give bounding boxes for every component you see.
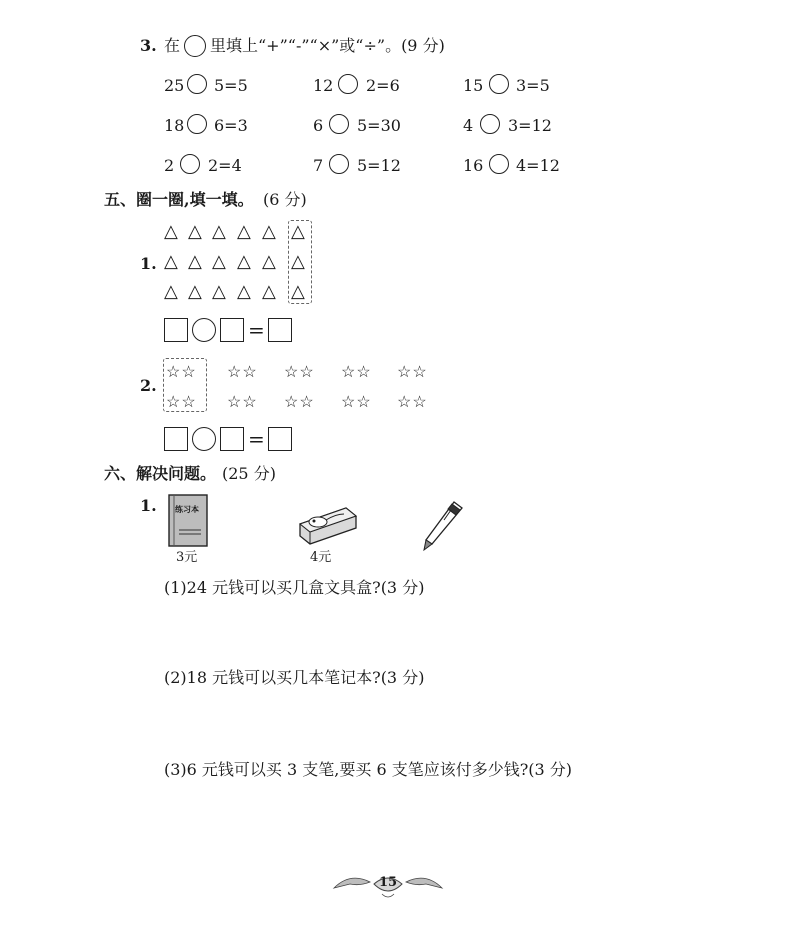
q3-r1c2-left: 12 [313,76,334,95]
s5-q2-operator-circle[interactable] [192,427,216,451]
s5-q1-number: 1. [140,254,157,273]
triangle-r3-c2: △ [188,281,202,302]
q3-r1c3-circle[interactable] [489,74,509,94]
pencil-case-icon [296,500,360,546]
star-pair-r1-c5: ☆☆ [397,362,428,381]
triangle-r1-c1: △ [164,221,178,242]
triangle-r2-c5: △ [262,251,276,272]
s5-q2-box-2[interactable] [220,427,244,451]
star-pair-r2-c5: ☆☆ [397,392,428,411]
q3-r2c1-circle[interactable] [187,114,207,134]
s5-q2-box-3[interactable] [268,427,292,451]
star-pair-r2-c1: ☆☆ [166,392,197,411]
section5-score: (6 分) [263,190,307,209]
star-pair-r1-c1: ☆☆ [166,362,197,381]
q3-r3c2-circle[interactable] [329,154,349,174]
triangle-r1-c2: △ [188,221,202,242]
q3-r2c2-circle[interactable] [329,114,349,134]
triangle-r3-c4: △ [237,281,251,302]
q3-r1c1-circle[interactable] [187,74,207,94]
pen-illustration [418,500,466,552]
q3-r2c3-right: 3=12 [508,116,552,135]
star-dashed-group [163,358,207,412]
star-pair-r2-c2: ☆☆ [227,392,258,411]
s5-q2-equals: = [248,427,265,451]
page-footer-ornament [330,866,446,902]
s6-q1-sub2: (2)18 元钱可以买几本笔记本?(3 分) [164,668,425,687]
s5-q2-number: 2. [140,376,157,395]
s6-q1-sub3: (3)6 元钱可以买 3 支笔,要买 6 支笔应该付多少钱?(3 分) [164,760,573,779]
q3-r1c3-left: 15 [463,76,484,95]
q3-r2c2-left: 6 [313,116,324,135]
triangle-r2-c2: △ [188,251,202,272]
s6-q1-sub1: (1)24 元钱可以买几盒文具盒?(3 分) [164,578,425,597]
q3-r2c1-left: 18 [164,116,185,135]
triangle-r1-c3: △ [212,221,226,242]
q3-r1c3-right: 3=5 [516,76,550,95]
triangle-r3-c3: △ [212,281,226,302]
q3-r3c3-right: 4=12 [516,156,560,175]
q3-r1c1-right: 5=5 [214,76,248,95]
q3-instruction-end: 里填上“+”“-”“×”或“÷”。(9 分) [210,36,445,55]
q3-r3c3-left: 16 [463,156,484,175]
q3-r2c1-right: 6=3 [214,116,248,135]
q3-r1c2-right: 2=6 [366,76,400,95]
q3-r1c2-circle[interactable] [338,74,358,94]
q3-number: 3. [140,36,157,55]
triangle-dashed-group [288,220,312,304]
pencilcase-illustration [296,500,360,546]
q3-r3c1-right: 2=4 [208,156,242,175]
q3-instruction-circle [184,35,206,57]
triangle-r3-c1: △ [164,281,178,302]
star-pair-r1-c3: ☆☆ [284,362,315,381]
star-pair-r2-c4: ☆☆ [341,392,372,411]
q3-r2c3-circle[interactable] [480,114,500,134]
s5-q1-box-1[interactable] [164,318,188,342]
triangle-r2-c3: △ [212,251,226,272]
page-number: 15 [379,875,398,890]
triangle-r1-c5: △ [262,221,276,242]
q3-r3c2-left: 7 [313,156,324,175]
s5-q2-box-1[interactable] [164,427,188,451]
section6-title: 六、解决问题。 [104,464,217,483]
triangle-r2-c4: △ [237,251,251,272]
s5-q1-box-3[interactable] [268,318,292,342]
s5-q1-box-2[interactable] [220,318,244,342]
q3-r2c3-left: 4 [463,116,474,135]
section5-title: 五、圈一圈,填一填。 [104,190,254,209]
triangle-r2-c6: △ [291,251,305,272]
q3-r3c1-circle[interactable] [180,154,200,174]
s6-q1-number: 1. [140,496,157,515]
q3-r2c2-right: 5=30 [357,116,401,135]
q3-r3c3-circle[interactable] [489,154,509,174]
star-pair-r2-c3: ☆☆ [284,392,315,411]
notebook-label: 练习本 [175,504,199,514]
triangle-r2-c1: △ [164,251,178,272]
pencilcase-price: 4元 [310,550,332,565]
triangle-r3-c5: △ [262,281,276,302]
q3-r1c1-left: 25 [164,76,185,95]
q3-r3c1-left: 2 [164,156,175,175]
section6-score: (25 分) [222,464,276,483]
s5-q1-equals: = [248,318,265,342]
triangle-r1-c6: △ [291,221,305,242]
triangle-r1-c4: △ [237,221,251,242]
notebook-price: 3元 [176,550,198,565]
star-pair-r1-c4: ☆☆ [341,362,372,381]
q3-r3c2-right: 5=12 [357,156,401,175]
q3-instruction-start: 在 [164,36,181,55]
pen-icon [418,500,466,552]
triangle-r3-c6: △ [291,281,305,302]
star-pair-r1-c2: ☆☆ [227,362,258,381]
notebook-illustration [167,494,209,548]
notebook-icon [167,494,209,548]
s5-q1-operator-circle[interactable] [192,318,216,342]
